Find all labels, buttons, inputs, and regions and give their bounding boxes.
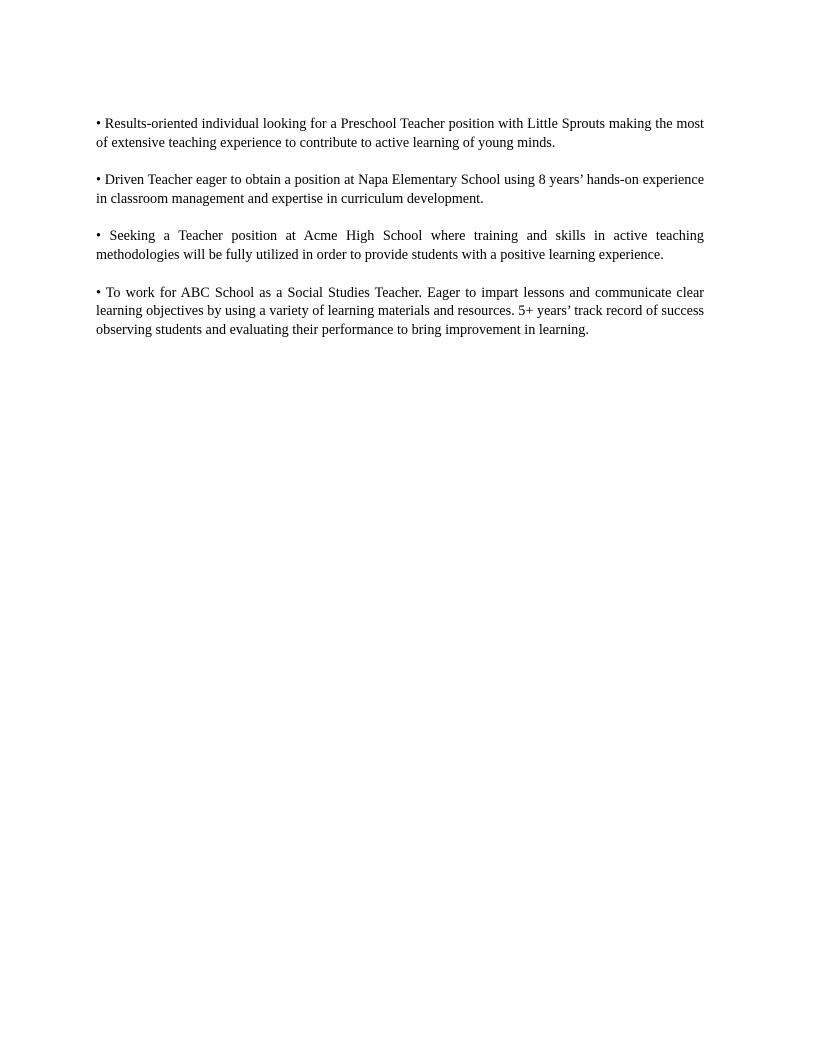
objective-list	[96, 115, 704, 358]
objective-paragraph: • Results-oriented individual looking for a Preschool Teacher position with Little Sprouts making the most of extensive teaching experience to contribute to active learning of young minds.	[96, 116, 704, 151]
objective-paragraph: • To work for ABC School as a Social Studies Teacher. Eager to impart lessons and communicate clear learning objectives by using a variety of learning materials and resources. 5+ years’ track record of success observing students and evaluating their performance to bring improvement in learning.	[96, 284, 704, 338]
objective-paragraph: • Driven Teacher eager to obtain a position at Napa Elementary School using 8 years’ hands-on experience in classroom management and expertise in curriculum development.	[96, 172, 704, 207]
objective-paragraph: • Seeking a Teacher position at Acme High School where training and skills in active teaching methodologies will be fully utilized in order to provide students with a positive learning experience.	[96, 228, 704, 263]
